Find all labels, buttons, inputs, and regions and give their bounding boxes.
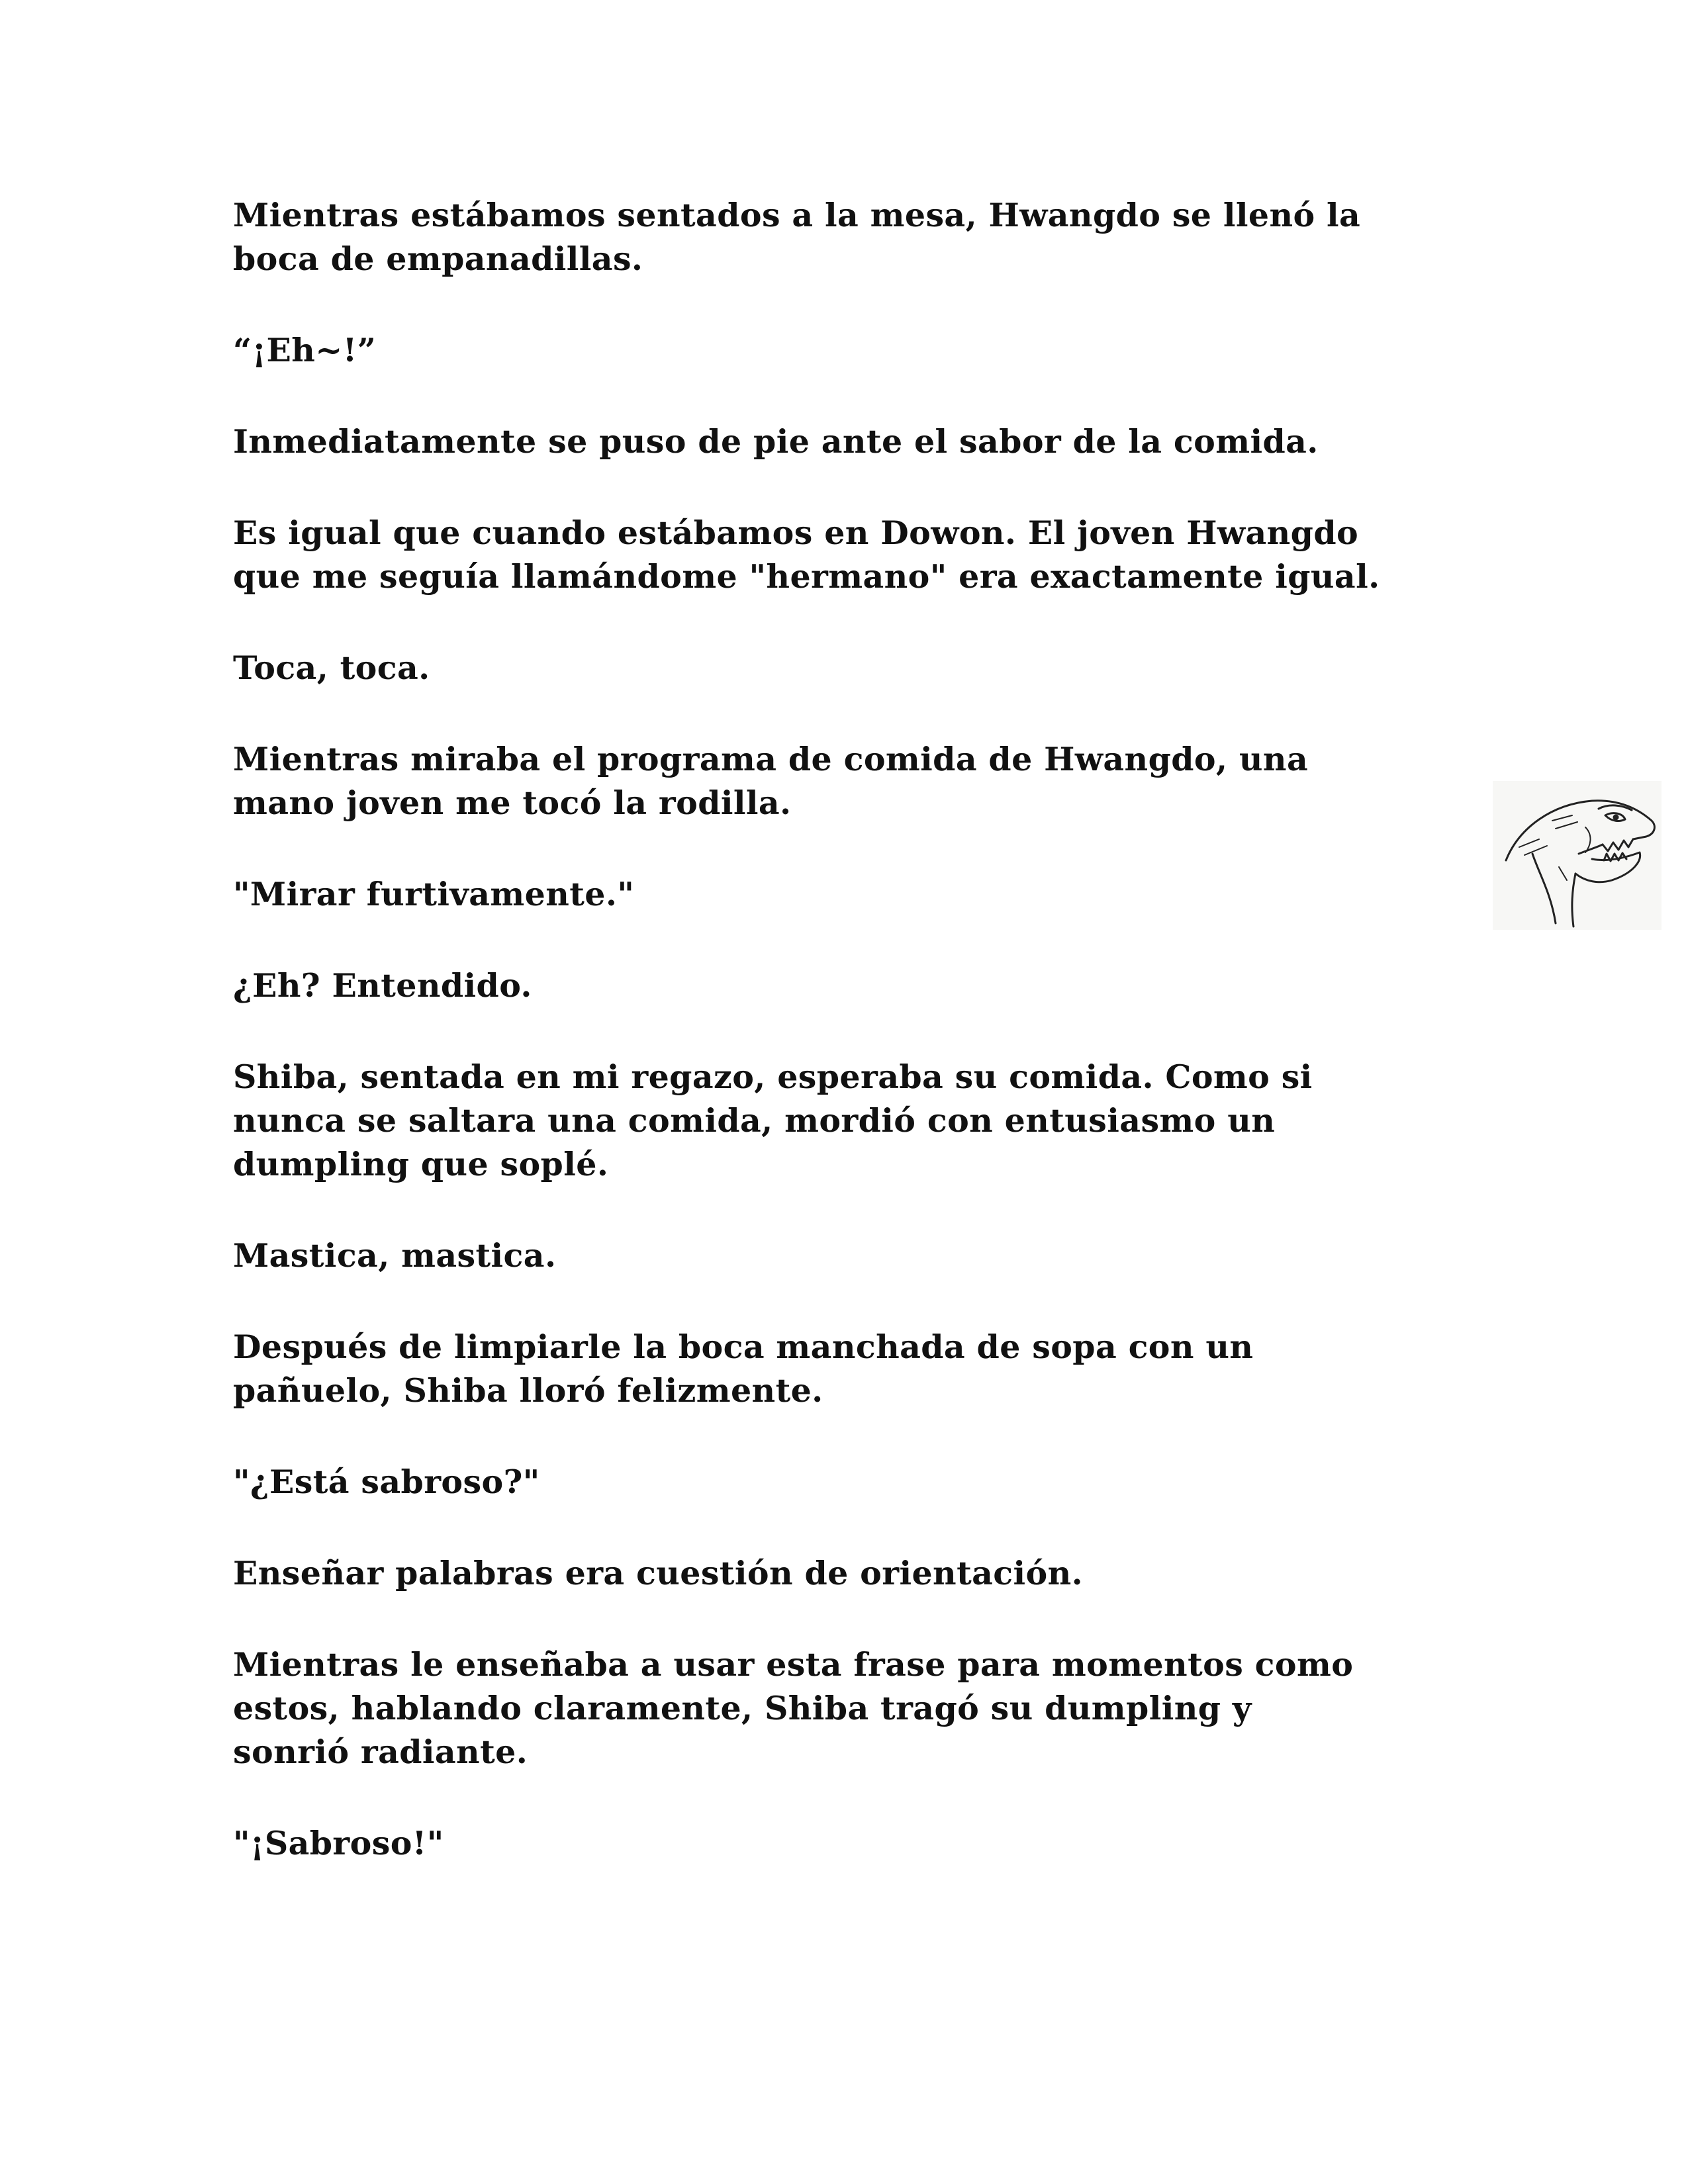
paragraph: Inmediatamente se puso de pie ante el sabor de la comida. bbox=[233, 422, 1319, 461]
paragraph: Mastica, mastica. bbox=[233, 1236, 557, 1275]
body-text bbox=[233, 193, 1477, 1913]
paragraph: “¡Eh~!” bbox=[233, 331, 377, 369]
paragraph: Enseñar palabras era cuestión de orientación. bbox=[233, 1554, 1084, 1592]
paragraph: Shiba, sentada en mi regazo, esperaba su comida. Como si nunca se saltara una comida, mordió con entusiasmo un dumpling que soplé. bbox=[233, 1058, 1313, 1183]
paragraph: Mientras le enseñaba a usar esta frase para momentos como estos, hablando claramente, Shiba tragó su dumpling y sonrió radiante. bbox=[233, 1645, 1354, 1771]
paragraph: ¿Eh? Entendido. bbox=[233, 966, 532, 1005]
paragraph: Después de limpiarle la boca manchada de sopa con un pañuelo, Shiba lloró felizmente. bbox=[233, 1328, 1254, 1410]
paragraph: Es igual que cuando estábamos en Dowon. El joven Hwangdo que me seguía llamándome "hermano" era exactamente igual. bbox=[233, 514, 1380, 596]
dinosaur-head-sketch-icon bbox=[1493, 781, 1662, 930]
paragraph: Mientras estábamos sentados a la mesa, Hwangdo se llenó la boca de empanadillas. bbox=[233, 196, 1361, 278]
paragraph: "Mirar furtivamente." bbox=[233, 875, 635, 913]
paragraph: "¿Está sabroso?" bbox=[233, 1463, 540, 1501]
paragraph: Mientras miraba el programa de comida de Hwangdo, una mano joven me tocó la rodilla. bbox=[233, 740, 1309, 822]
paragraph: Toca, toca. bbox=[233, 649, 430, 687]
paragraph: "¡Sabroso!" bbox=[233, 1824, 444, 1862]
